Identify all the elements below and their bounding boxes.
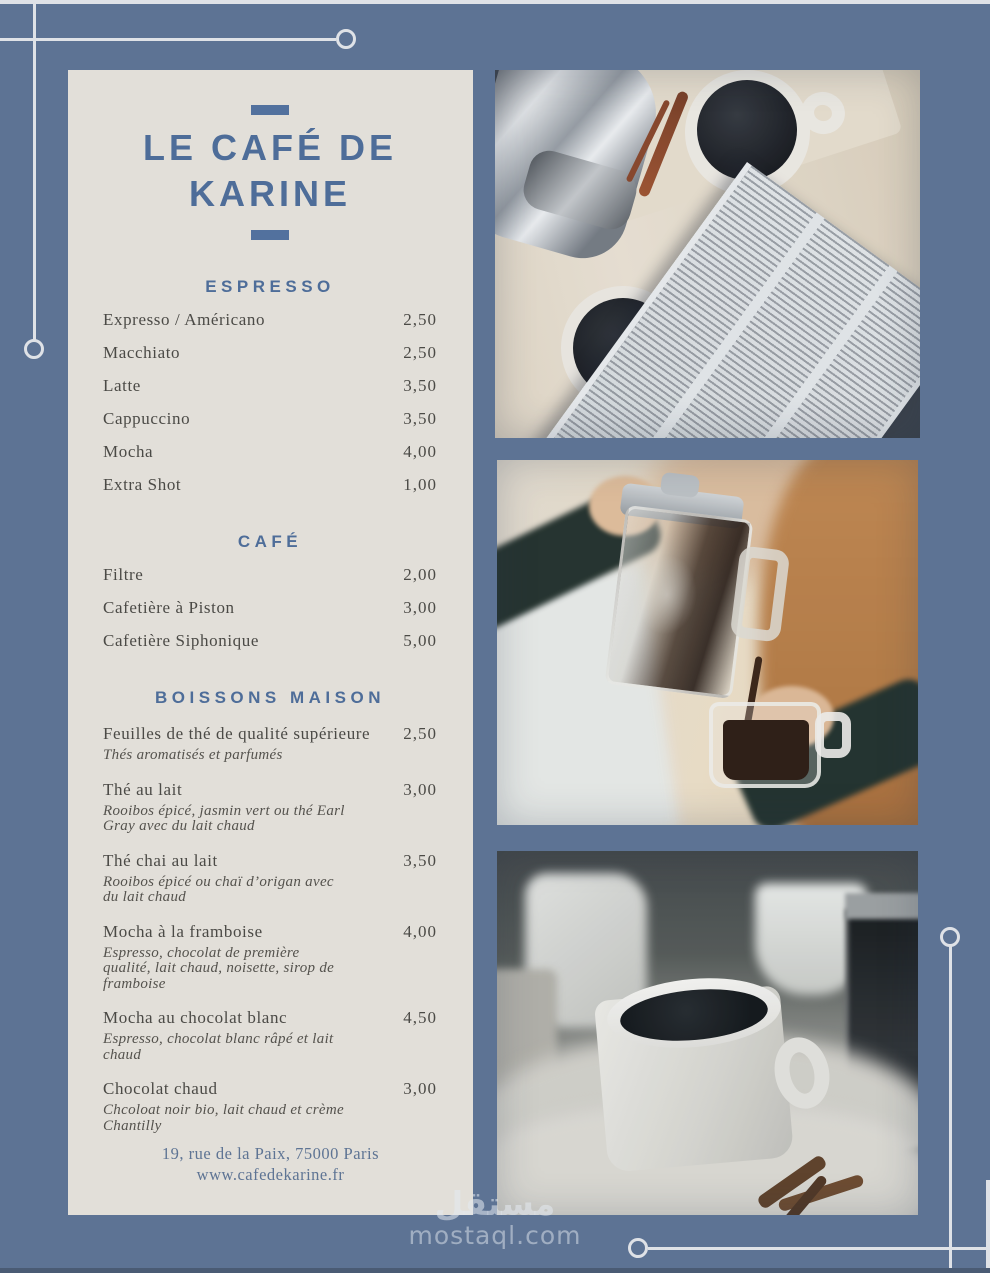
section-items — [103, 310, 437, 495]
menu-item-description: Espresso, chocolat blanc râpé et lait chaud — [103, 1031, 334, 1063]
card-footer — [68, 1143, 473, 1185]
menu-item-row — [103, 1079, 437, 1099]
menu-item-description: Chcoloat noir bio, lait chaud et crème Chantilly — [103, 1102, 344, 1134]
menu-item-name: Mocha à la framboise — [103, 921, 263, 941]
section-items — [103, 724, 437, 1134]
menu-item-name: Expresso / Américano — [103, 310, 266, 329]
menu-item-row — [103, 598, 437, 618]
footer-website: www.cafedekarine.fr — [196, 1165, 345, 1184]
menu-item-price: 4,00 — [403, 442, 437, 461]
menu-item-name: Cafetière Siphonique — [103, 631, 259, 650]
left-line-circle-ornament — [24, 339, 44, 359]
menu-item — [103, 475, 437, 495]
menu-item — [103, 780, 437, 835]
menu-item-price: 2,50 — [403, 724, 437, 743]
right-edge-line — [986, 1180, 990, 1273]
menu-item — [103, 442, 437, 462]
menu-item-price: 2,50 — [403, 343, 437, 362]
section-items — [103, 565, 437, 651]
menu-item-row — [103, 851, 437, 871]
menu-item-row — [103, 442, 437, 462]
menu-item-row — [103, 409, 437, 429]
menu-item — [103, 1008, 437, 1063]
menu-item-price: 2,00 — [403, 565, 437, 584]
watermark — [388, 1186, 602, 1249]
menu-item — [103, 565, 437, 585]
photo-french-press-pour — [497, 460, 918, 825]
menu-item-row — [103, 631, 437, 651]
menu-item-row — [103, 724, 437, 744]
menu-item-name: Latte — [103, 376, 141, 395]
menu-item-row — [103, 1008, 437, 1028]
cafe-title-line1: LE CAFÉ DE — [142, 127, 397, 168]
top-line-circle-ornament — [336, 29, 356, 49]
menu-item — [103, 631, 437, 651]
cafe-title — [103, 125, 437, 217]
menu-item-name: Feuilles de thé de qualité supérieure — [103, 724, 371, 743]
top-horizontal-line — [0, 38, 336, 41]
top-edge-line — [0, 0, 990, 4]
menu-item-description: Rooibos épicé, jasmin vert ou thé Earl Gray avec du lait chaud — [103, 802, 345, 834]
menu-item-description: Espresso, chocolat de première qualité, lait chaud, noisette, sirop de framboise — [103, 944, 335, 992]
menu-item — [103, 598, 437, 618]
menu-item-price: 4,00 — [403, 921, 437, 941]
menu-item-row — [103, 475, 437, 495]
title-dash-ornament-top — [251, 105, 289, 115]
menu-item-price: 3,00 — [403, 1079, 437, 1098]
menu-item — [103, 409, 437, 429]
photo-tone-overlay — [497, 460, 918, 825]
bottom-line-circle-ornament — [628, 1238, 648, 1258]
menu-section — [103, 532, 437, 651]
photo-tone-overlay — [495, 70, 920, 438]
menu-item-name: Extra Shot — [103, 475, 182, 494]
menu-item-price: 3,00 — [403, 779, 437, 799]
footer-address: 19, rue de la Paix, 75000 Paris — [161, 1144, 380, 1163]
menu-item — [103, 376, 437, 396]
menu-item-name: Cappuccino — [103, 409, 191, 428]
left-vertical-line — [33, 4, 36, 340]
menu-item — [103, 1079, 437, 1134]
menu-item-name: Chocolat chaud — [103, 1079, 218, 1098]
menu-item-name: Thé chai au lait — [103, 850, 218, 870]
photo-mug-still-life — [497, 851, 918, 1215]
menu-item — [103, 343, 437, 363]
bottom-horizontal-line — [648, 1247, 990, 1250]
section-heading: CAFÉ — [237, 532, 303, 551]
menu-item-price: 3,50 — [403, 409, 437, 428]
menu-item-price: 3,00 — [403, 598, 437, 617]
photo-coffee-flatlay — [495, 70, 920, 438]
right-line-circle-ornament — [940, 927, 960, 947]
menu-item-price: 2,50 — [403, 310, 437, 329]
menu-item-description: Rooibos épicé ou chaï d’origan avec du lait chaud — [103, 873, 334, 905]
menu-section — [103, 277, 437, 495]
menu-sections — [103, 277, 437, 1134]
menu-item-name: Mocha au chocolat blanc — [103, 1008, 288, 1027]
menu-item-price: 1,00 — [403, 475, 437, 494]
menu-item-row — [103, 780, 437, 800]
menu-item-row — [103, 310, 437, 330]
menu-item-row — [103, 376, 437, 396]
bottom-edge-shadow — [0, 1268, 990, 1273]
cafe-title-line2: KARINE — [188, 173, 351, 214]
menu-item-name: Mocha — [103, 442, 154, 461]
menu-item-description: Thés aromatisés et parfumés — [103, 747, 283, 763]
menu-item-row — [103, 922, 437, 942]
menu-item-price: 3,50 — [403, 850, 437, 870]
menu-item — [103, 310, 437, 330]
menu-item-price: 5,00 — [403, 631, 437, 650]
mostaql-domain: mostaql.com — [408, 1221, 582, 1250]
section-heading: BOISSONS MAISON — [155, 688, 385, 707]
menu-item-name: Cafetière à Piston — [103, 598, 235, 617]
menu-item-price: 4,50 — [403, 1008, 437, 1027]
menu-item-row — [103, 565, 437, 585]
section-heading: ESPRESSO — [205, 277, 335, 296]
menu-item — [103, 851, 437, 906]
menu-item-name: Macchiato — [103, 343, 181, 362]
menu-item-price: 3,50 — [403, 376, 437, 395]
menu-section — [103, 688, 437, 1134]
menu-item-name: Filtre — [103, 565, 144, 584]
menu-item — [103, 724, 437, 764]
mostaql-arabic-logo: مستقل — [434, 1184, 556, 1223]
menu-item-row — [103, 343, 437, 363]
menu-item-name: Thé au lait — [103, 779, 183, 799]
right-vertical-line — [949, 946, 952, 1273]
photo-tone-overlay — [497, 851, 918, 1215]
menu-card — [68, 70, 473, 1215]
menu-item — [103, 922, 437, 993]
title-dash-ornament-bottom — [251, 230, 289, 240]
